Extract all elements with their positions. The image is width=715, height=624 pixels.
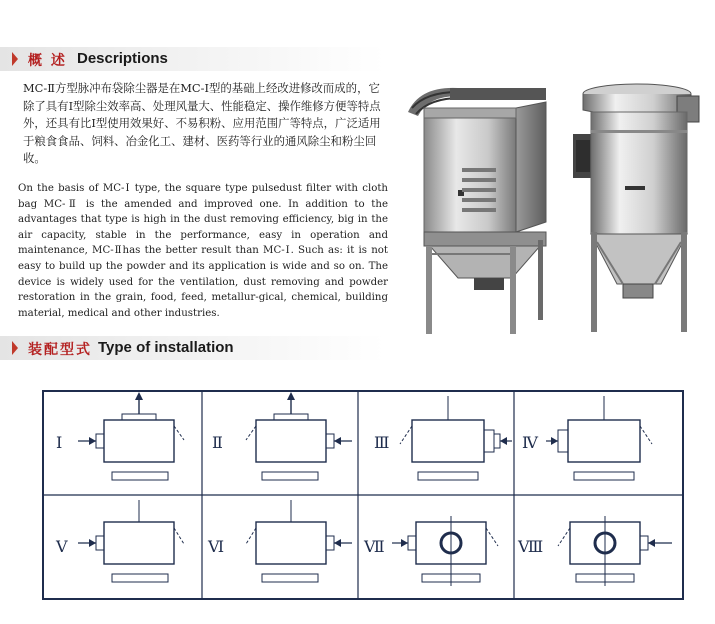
type-label: Ⅶ <box>364 537 385 556</box>
type-label: Ⅷ <box>518 537 544 556</box>
type-label: Ⅴ <box>56 537 68 556</box>
installation-diagram-grid <box>42 390 684 600</box>
square-filter-photo <box>400 72 560 338</box>
description-chinese: MC-Ⅱ方型脉冲布袋除尘器是在MC-Ⅰ型的基础上经改进修改而成的，它除了具有Ⅰ型除尘效率高、处理风量大、性能稳定、操作维修方便等特点外，还具有比Ⅰ型使用效果好、不易积粉、应用范围广等特点，广泛适用于粮食食品、饲料、冶金化工、建材、医药等行业的通风除尘和粉尘回收。 <box>23 81 381 166</box>
type-label: Ⅵ <box>208 537 225 556</box>
section-marker-icon <box>12 52 22 66</box>
type-label: Ⅳ <box>522 433 538 452</box>
descriptions-heading-cn: 概 述 <box>28 53 67 69</box>
type-label: Ⅱ <box>212 433 223 452</box>
type-label: Ⅲ <box>374 433 390 452</box>
installation-heading-en: Type of installation <box>98 339 234 356</box>
description-english: On the basis of MC-Ⅰ type, the square type pulsedust filter with cloth bag MC-Ⅱ is the amended and improved one. In addition to the advantages that type is high in the dust removing efficiency, big in the air capacity, stable in the performance, easy in operation and maintenance, MC-Ⅱhas the better result than MC-Ⅰ. Such as: it is not easy to build up the powder and its application is wide and so on. The device is widely used for the ventilation, dust removing and powder restoration in the grain, food, feed, metallur-gical, chemical, building material, medical and other industries. <box>18 183 388 319</box>
descriptions-heading-en: Descriptions <box>77 50 168 67</box>
type-label: Ⅰ <box>56 433 63 452</box>
section-marker-icon <box>12 341 22 355</box>
installation-heading-cn: 装配型式 <box>28 342 92 358</box>
round-filter-photo <box>565 72 705 338</box>
descriptions-header <box>0 47 385 71</box>
installation-header <box>0 336 385 360</box>
